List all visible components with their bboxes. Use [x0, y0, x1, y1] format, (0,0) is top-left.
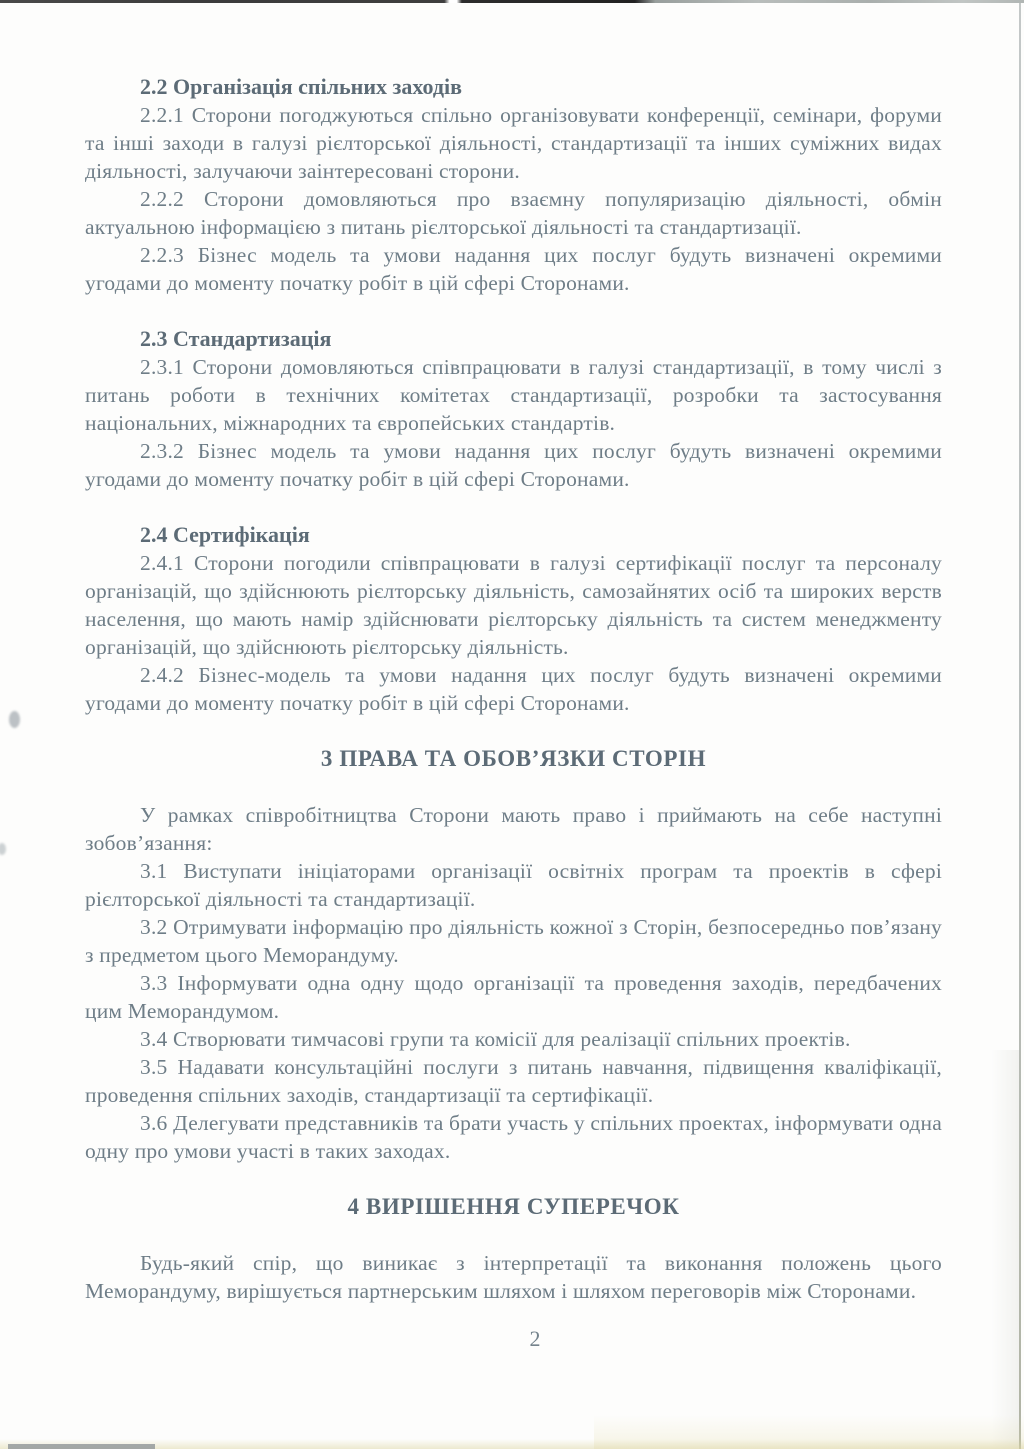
section-2 [85, 325, 942, 493]
paragraph: 2.3.1 Сторони домовляються співпрацювати в галузі стандартизації, в тому числі з питань роботи в технічних комітетах стандартизації, розробки та застосування національних, міжнародних та європейських стандартів. [85, 355, 942, 435]
scan-edge-top-line [0, 0, 1024, 3]
paragraph: 3.5 Надавати консультаційні послуги з питань навчання, підвищення кваліфікації, проведення спільних заходів, стандартизації та сертифікації. [85, 1055, 942, 1107]
scan-right-shadow [991, 1050, 1019, 1449]
paragraph: 2.4.2 Бізнес-модель та умови надання цих послуг будуть визначені окремими угодами до моменту початку робіт в цій сфері Сторонами. [85, 663, 942, 715]
paragraph: У рамках співробітництва Сторони мають право і приймають на себе наступні зобов’язання: [85, 803, 942, 855]
paragraph: 2.3.2 Бізнес модель та умови надання цих послуг будуть визначені окремими угодами до моменту початку робіт в цій сфері Сторонами. [85, 439, 942, 491]
chapter-heading: 3 ПРАВА ТА ОБОВ’ЯЗКИ СТОРІН [320, 746, 707, 771]
paragraph: 2.2.1 Сторони погоджуються спільно організовувати конференції, семінари, форуми та інші заходи в галузі рієлторської діяльності, стандартизації та інших суміжних видах діяльності, залучаючи заінтересовані сторони. [85, 103, 942, 183]
scan-bottom-left-bar [8, 1444, 155, 1449]
section-1 [85, 73, 942, 297]
section-heading: 2.4 Сертифікація [140, 522, 310, 547]
section-3 [85, 521, 942, 717]
paragraph: 2.2.3 Бізнес модель та умови надання цих послуг будуть визначені окремими угодами до моменту початку робіт в цій сфері Сторонами. [85, 243, 942, 295]
scan-margin-smudge [9, 711, 20, 728]
paragraph: 3.2 Отримувати інформацію про діяльність кожної з Сторін, безпосередньо пов’язану з предметом цього Меморандуму. [85, 915, 942, 967]
section-heading: 2.2 Організація спільних заходів [140, 74, 463, 99]
paragraph: Будь-який спір, що виникає з інтерпретації та виконання положень цього Меморандуму, вирішується партнерським шляхом і шляхом переговорів між Сторонами. [85, 1251, 942, 1303]
paragraph: 3.4 Створювати тимчасові групи та комісії для реалізації спільних проектів. [140, 1027, 851, 1051]
paragraph: 3.1 Виступати ініціаторами організації освітніх програм та проектів в сфері рієлторської діяльності та стандартизації. [85, 859, 942, 911]
page-number: 2 [529, 1326, 541, 1351]
paragraph: 2.4.1 Сторони погодили співпрацювати в галузі сертифікації послуг та персоналу організацій, що здійснюють рієлторську діяльність, самозайнятих осіб та широких верств населення, що мають намір здійснювати рієлторську діяльність та систем менеджменту організацій, що здійснюють рієлторську діяльність. [85, 551, 942, 659]
paragraph: 2.2.2 Сторони домовляються про взаємну популяризацію діяльності, обмін актуальною інформацією з питань рієлторської діяльності та стандартизації. [85, 187, 942, 239]
scan-bottom-right-tint [594, 1415, 1024, 1449]
scan-margin-speck [0, 843, 6, 855]
scan-edge-right-line [1019, 3, 1021, 1449]
paragraph: 3.6 Делегувати представників та брати участь у спільних проектах, інформувати одна одну про умови участі в таких заходах. [85, 1111, 942, 1163]
section-heading: 2.3 Стандартизація [140, 326, 332, 351]
section-4 [85, 745, 942, 1165]
chapter-heading: 4 ВИРІШЕННЯ СУПЕРЕЧОК [347, 1194, 680, 1219]
paragraph: 3.3 Інформувати одна одну щодо організації та проведення заходів, передбачених цим Меморандумом. [85, 971, 942, 1023]
document-body [85, 73, 942, 1305]
section-5 [85, 1193, 942, 1305]
